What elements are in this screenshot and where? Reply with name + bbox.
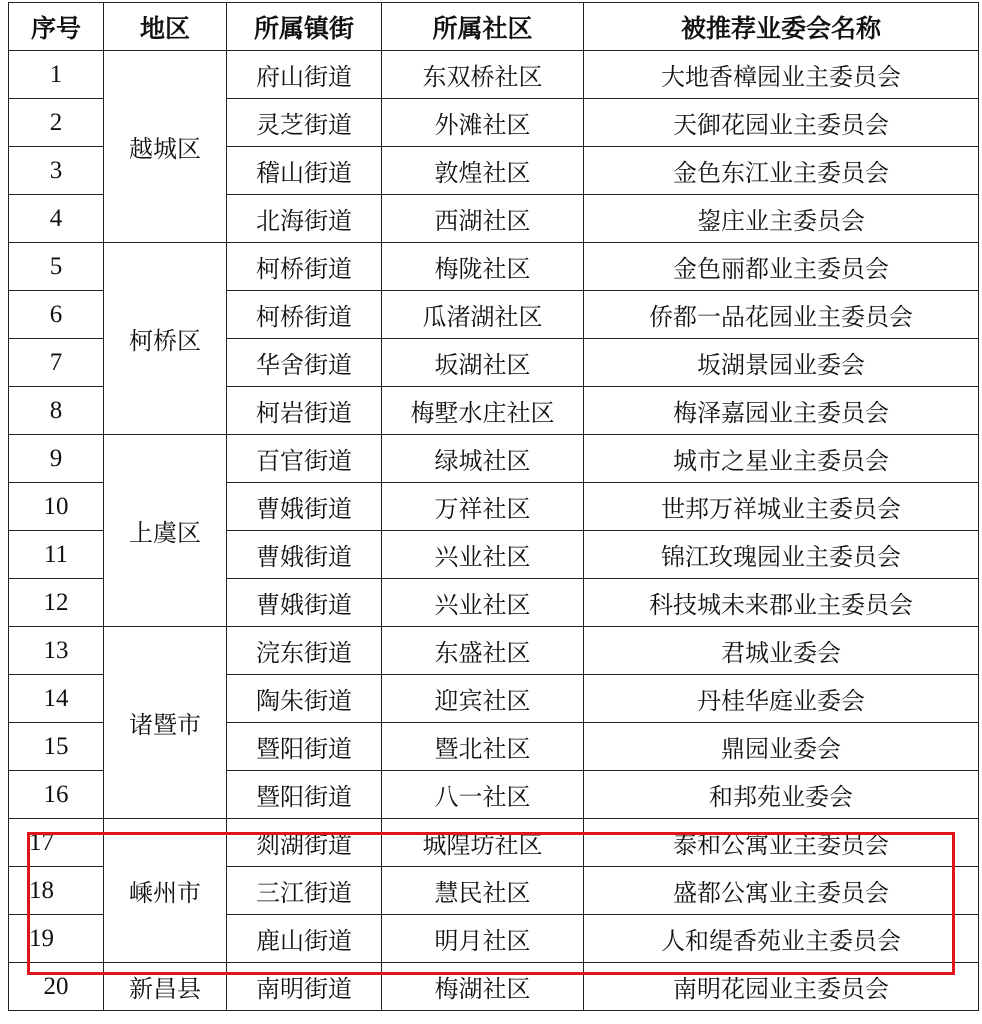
row-number: 3: [9, 147, 104, 195]
region-cell: 柯桥区: [104, 243, 227, 435]
street-cell: 柯岩街道: [227, 387, 382, 435]
region-cell: 越城区: [104, 51, 227, 243]
street-cell: 曹娥街道: [227, 579, 382, 627]
street-cell: 曹娥街道: [227, 531, 382, 579]
street-cell: 柯桥街道: [227, 243, 382, 291]
community-cell: 万祥社区: [382, 483, 584, 531]
community-cell: 慧民社区: [382, 867, 584, 915]
table-header-row: [9, 3, 979, 51]
header-street: 所属镇街: [227, 3, 382, 51]
table-row: [9, 51, 979, 99]
committee-name-cell: 泰和公寓业主委员会: [584, 819, 979, 867]
region-cell: 新昌县: [104, 963, 227, 1011]
table-row: [9, 819, 979, 867]
row-number: 13: [9, 627, 104, 675]
community-cell: 迎宾社区: [382, 675, 584, 723]
community-cell: 暨北社区: [382, 723, 584, 771]
row-number: 9: [9, 435, 104, 483]
committee-name-cell: 城市之星业主委员会: [584, 435, 979, 483]
community-cell: 兴业社区: [382, 579, 584, 627]
street-cell: 柯桥街道: [227, 291, 382, 339]
region-cell: 上虞区: [104, 435, 227, 627]
header-committee-name: 被推荐业委会名称: [584, 3, 979, 51]
table-row: [9, 963, 979, 1011]
community-cell: 城隍坊社区: [382, 819, 584, 867]
committee-name-cell: 盛都公寓业主委员会: [584, 867, 979, 915]
community-cell: 梅墅水庄社区: [382, 387, 584, 435]
row-number: 16: [9, 771, 104, 819]
row-number: 5: [9, 243, 104, 291]
row-number: 20: [9, 963, 104, 1011]
street-cell: 府山街道: [227, 51, 382, 99]
street-cell: 暨阳街道: [227, 723, 382, 771]
community-cell: 敦煌社区: [382, 147, 584, 195]
header-community: 所属社区: [382, 3, 584, 51]
row-number: 10: [9, 483, 104, 531]
community-cell: 西湖社区: [382, 195, 584, 243]
street-cell: 华舍街道: [227, 339, 382, 387]
committee-name-cell: 和邦苑业委会: [584, 771, 979, 819]
row-number: 8: [9, 387, 104, 435]
community-cell: 兴业社区: [382, 531, 584, 579]
row-number: 17: [9, 819, 104, 867]
community-cell: 东双桥社区: [382, 51, 584, 99]
community-cell: 坂湖社区: [382, 339, 584, 387]
committee-name-cell: 梅泽嘉园业主委员会: [584, 387, 979, 435]
community-cell: 梅陇社区: [382, 243, 584, 291]
committee-name-cell: 丹桂华庭业委会: [584, 675, 979, 723]
row-number: 7: [9, 339, 104, 387]
street-cell: 灵芝街道: [227, 99, 382, 147]
header-region: 地区: [104, 3, 227, 51]
row-number: 15: [9, 723, 104, 771]
row-number: 11: [9, 531, 104, 579]
row-number: 12: [9, 579, 104, 627]
street-cell: 稽山街道: [227, 147, 382, 195]
committee-table: [8, 2, 979, 1011]
community-cell: 八一社区: [382, 771, 584, 819]
street-cell: 百官街道: [227, 435, 382, 483]
committee-name-cell: 鼎园业委会: [584, 723, 979, 771]
row-number: 19: [9, 915, 104, 963]
region-cell: 诸暨市: [104, 627, 227, 819]
committee-name-cell: 天御花园业主委员会: [584, 99, 979, 147]
table-row: [9, 435, 979, 483]
street-cell: 南明街道: [227, 963, 382, 1011]
street-cell: 暨阳街道: [227, 771, 382, 819]
committee-name-cell: 金色东江业主委员会: [584, 147, 979, 195]
community-cell: 绿城社区: [382, 435, 584, 483]
table-row: [9, 243, 979, 291]
street-cell: 鹿山街道: [227, 915, 382, 963]
committee-name-cell: 人和缇香苑业主委员会: [584, 915, 979, 963]
header-no: 序号: [9, 3, 104, 51]
community-cell: 梅湖社区: [382, 963, 584, 1011]
community-cell: 瓜渚湖社区: [382, 291, 584, 339]
committee-name-cell: 锦江玫瑰园业主委员会: [584, 531, 979, 579]
street-cell: 浣东街道: [227, 627, 382, 675]
committee-name-cell: 侨都一品花园业主委员会: [584, 291, 979, 339]
committee-name-cell: 坂湖景园业委会: [584, 339, 979, 387]
street-cell: 北海街道: [227, 195, 382, 243]
committee-name-cell: 科技城未来郡业主委员会: [584, 579, 979, 627]
committee-name-cell: 君城业委会: [584, 627, 979, 675]
committee-name-cell: 大地香樟园业主委员会: [584, 51, 979, 99]
committee-name-cell: 世邦万祥城业主委员会: [584, 483, 979, 531]
street-cell: 曹娥街道: [227, 483, 382, 531]
street-cell: 三江街道: [227, 867, 382, 915]
row-number: 18: [9, 867, 104, 915]
committee-name-cell: 南明花园业主委员会: [584, 963, 979, 1011]
table-row: [9, 627, 979, 675]
row-number: 4: [9, 195, 104, 243]
street-cell: 陶朱街道: [227, 675, 382, 723]
row-number: 1: [9, 51, 104, 99]
street-cell: 剡湖街道: [227, 819, 382, 867]
community-cell: 东盛社区: [382, 627, 584, 675]
row-number: 6: [9, 291, 104, 339]
region-cell: 嵊州市: [104, 819, 227, 963]
row-number: 14: [9, 675, 104, 723]
committee-name-cell: 鋆庄业主委员会: [584, 195, 979, 243]
row-number: 2: [9, 99, 104, 147]
community-cell: 外滩社区: [382, 99, 584, 147]
committee-name-cell: 金色丽都业主委员会: [584, 243, 979, 291]
community-cell: 明月社区: [382, 915, 584, 963]
